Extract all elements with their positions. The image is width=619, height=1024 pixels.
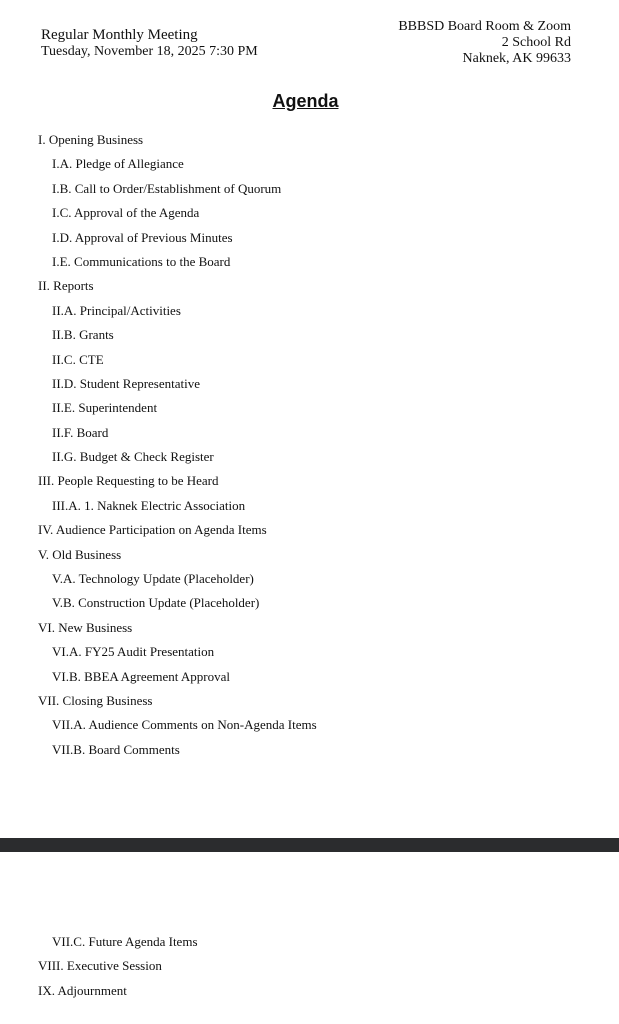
meeting-location <box>398 19 571 67</box>
meeting-info <box>41 27 258 60</box>
agenda-subitem: VI.A. FY25 Audit Presentation <box>52 644 215 660</box>
agenda-subitem: II.G. Budget & Check Register <box>52 449 214 465</box>
agenda-subitem: I.C. Approval of the Agenda <box>52 205 200 221</box>
agenda-section: IV. Audience Participation on Agenda Items <box>38 522 267 538</box>
agenda-subitem: II.F. Board <box>52 424 109 440</box>
agenda-section: VIII. Executive Session <box>38 958 162 974</box>
agenda-list <box>38 130 317 764</box>
meeting-datetime: Tuesday, November 18, 2025 7:30 PM <box>41 44 258 59</box>
agenda-section: VII. Closing Business <box>38 692 153 708</box>
agenda-subitem: II.D. Student Representative <box>52 375 201 391</box>
agenda-section: IX. Adjournment <box>38 982 127 998</box>
agenda-subitem: I.E. Communications to the Board <box>52 253 231 269</box>
agenda-subitem: I.B. Call to Order/Establishment of Quorum <box>52 180 282 196</box>
agenda-section: I. Opening Business <box>38 132 144 147</box>
location-line-3: Naknek, AK 99633 <box>462 51 571 66</box>
agenda-subitem: III.A. 1. Naknek Electric Association <box>52 497 246 513</box>
agenda-section: III. People Requesting to be Heard <box>38 473 219 489</box>
agenda-subitem: VII.C. Future Agenda Items <box>52 934 198 949</box>
agenda-subitem: I.A. Pledge of Allegiance <box>52 156 184 172</box>
agenda-subitem: V.A. Technology Update (Placeholder) <box>52 571 254 587</box>
agenda-subitem: II.E. Superintendent <box>52 400 158 416</box>
agenda-subitem: VII.A. Audience Comments on Non-Agenda Items <box>52 717 317 733</box>
agenda-subitem: II.B. Grants <box>52 327 114 343</box>
agenda-title: Agenda <box>272 91 339 111</box>
location-line-1: BBBSD Board Room & Zoom <box>398 19 571 34</box>
agenda-subitem: VII.B. Board Comments <box>52 741 180 757</box>
agenda-subitem: VI.B. BBEA Agreement Approval <box>52 668 231 684</box>
agenda-section: VI. New Business <box>38 619 133 635</box>
agenda-subitem: II.C. CTE <box>52 351 104 367</box>
agenda-list-continued <box>38 932 198 1005</box>
agenda-subitem: I.D. Approval of Previous Minutes <box>52 229 233 245</box>
agenda-subitem: II.A. Principal/Activities <box>52 302 181 318</box>
location-line-2: 2 School Rd <box>501 35 571 50</box>
meeting-name: Regular Monthly Meeting <box>41 27 198 43</box>
agenda-subitem: V.B. Construction Update (Placeholder) <box>52 595 260 611</box>
agenda-section: V. Old Business <box>38 546 122 562</box>
agenda-section: II. Reports <box>38 278 94 294</box>
page-break-divider <box>0 838 619 852</box>
